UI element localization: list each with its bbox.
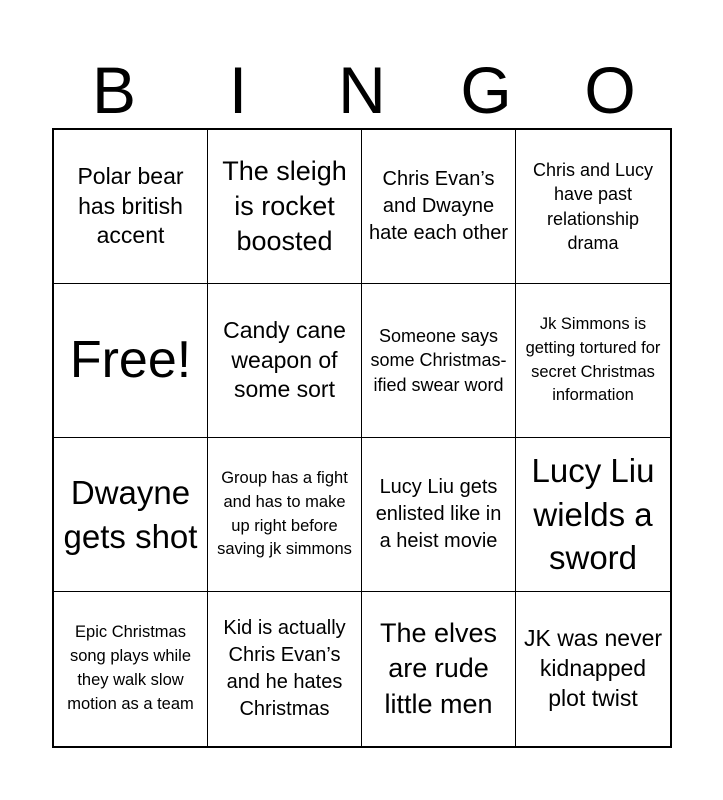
bingo-cell-text: Dwayne gets shot xyxy=(63,473,198,555)
bingo-cell-text: Polar bear has british accent xyxy=(77,162,184,249)
bingo-cell-text: Someone says some Christmas-ified swear word xyxy=(370,326,507,395)
bingo-cell-text: The elves are rude little men xyxy=(379,618,498,719)
bingo-cell-text: Chris Evan’s and Dwayne hate each other xyxy=(369,168,508,244)
bingo-cell-text: The sleigh is rocket boosted xyxy=(222,155,347,257)
bingo-board xyxy=(52,128,672,748)
free-space-text: Free! xyxy=(69,330,192,389)
bingo-cell[interactable] xyxy=(54,592,208,746)
header-letter-n: N xyxy=(338,53,386,127)
bingo-cell[interactable] xyxy=(208,284,362,438)
bingo-cell[interactable] xyxy=(54,438,208,592)
bingo-cell[interactable] xyxy=(362,438,516,592)
bingo-cell[interactable] xyxy=(362,284,516,438)
bingo-cell[interactable] xyxy=(362,130,516,284)
bingo-cell-text: Kid is actually Chris Evan’s and he hates Christmas xyxy=(223,617,346,720)
bingo-header xyxy=(52,52,672,128)
bingo-cell[interactable] xyxy=(208,438,362,592)
header-letter-i: I xyxy=(228,53,248,127)
bingo-cell-text: Group has a fight and has to make up right before saving jk simmons xyxy=(217,468,352,559)
bingo-cell[interactable] xyxy=(516,592,670,746)
bingo-cell[interactable] xyxy=(362,592,516,746)
bingo-cell-text: Epic Christmas song plays while they walk slow motion as a team xyxy=(67,623,194,713)
header-letter-o: O xyxy=(584,53,636,127)
bingo-cell-text: Candy cane weapon of some sort xyxy=(223,316,346,403)
bingo-cell-text: Chris and Lucy have past relationship drama xyxy=(532,159,654,253)
bingo-cell[interactable] xyxy=(208,592,362,746)
bingo-cell[interactable] xyxy=(208,130,362,284)
bingo-cell-text: Lucy Liu gets enlisted like in a heist movie xyxy=(375,476,502,552)
header-letter-b: B xyxy=(91,53,137,127)
bingo-cell[interactable] xyxy=(516,284,670,438)
bingo-cell-text: JK was never kidnapped plot twist xyxy=(523,625,663,711)
bingo-cell-text: Lucy Liu wields a sword xyxy=(531,452,655,577)
bingo-cell[interactable] xyxy=(516,130,670,284)
bingo-cell-text: Jk Simmons is getting tortured for secret Christmas information xyxy=(525,314,661,405)
bingo-cell[interactable] xyxy=(516,438,670,592)
free-space-cell[interactable] xyxy=(54,284,208,438)
header-letter-g: G xyxy=(460,53,512,127)
bingo-cell[interactable] xyxy=(54,130,208,284)
